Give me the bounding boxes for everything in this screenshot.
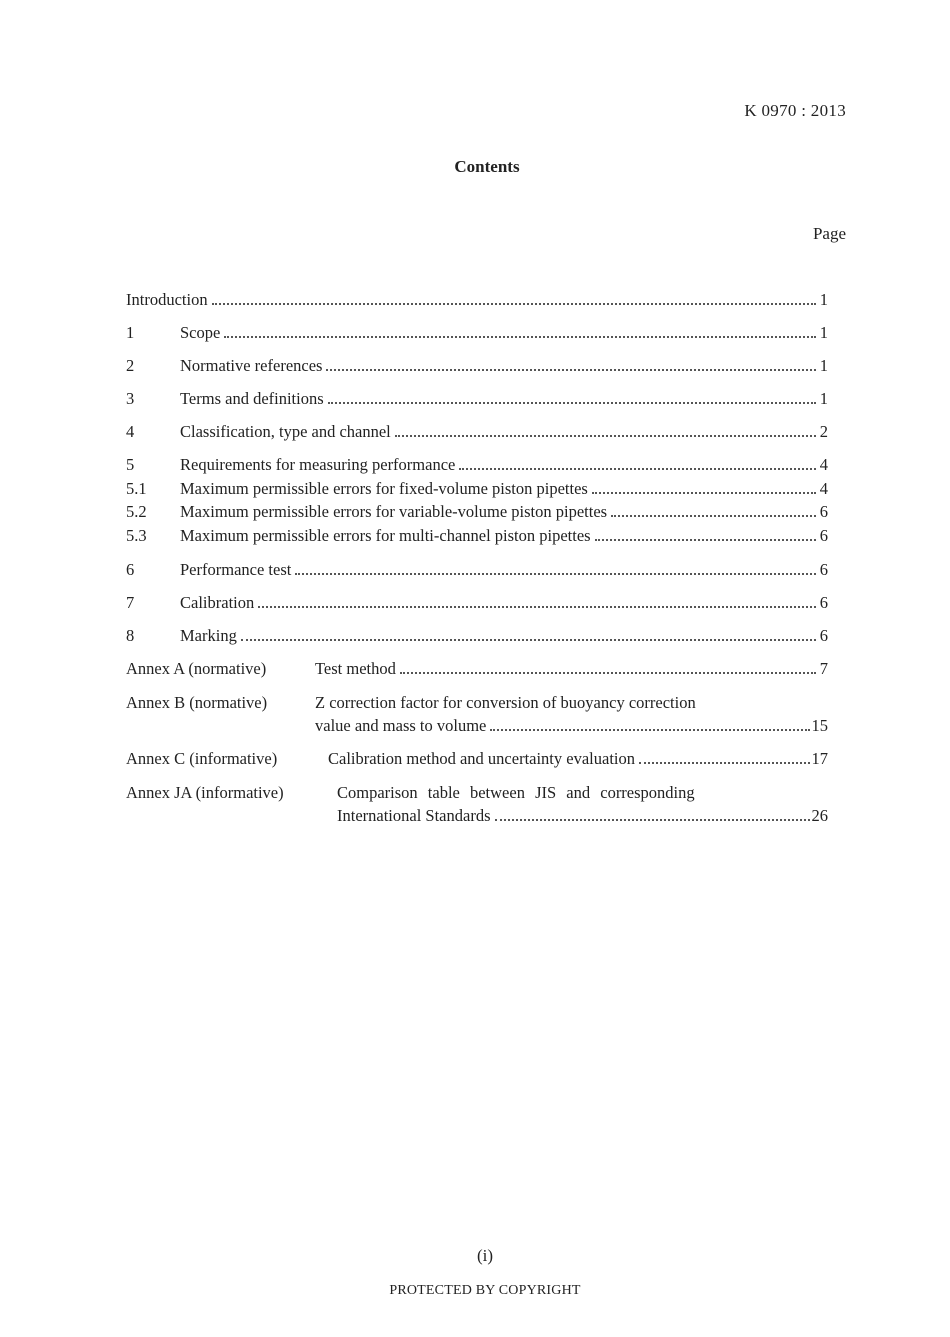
toc-entry-number: 5.2 bbox=[126, 502, 147, 521]
toc-entry-text: Marking bbox=[180, 626, 237, 645]
toc-entry-number: 5.1 bbox=[126, 479, 147, 498]
page-column-label: Page bbox=[812, 224, 846, 243]
toc-entry-text: Calibration bbox=[180, 593, 255, 612]
toc-entry-page: 1 bbox=[819, 389, 828, 408]
toc-entry-number: 6 bbox=[126, 560, 135, 579]
toc-entry-number: 5 bbox=[126, 455, 135, 474]
annex-label: Annex C (informative) bbox=[126, 749, 278, 768]
toc-entry-page: 1 bbox=[819, 323, 828, 342]
leader-dots bbox=[328, 387, 816, 404]
toc-entry-page: 17 bbox=[811, 749, 828, 768]
leader-dots bbox=[400, 657, 816, 674]
toc-entry-text: Comparison table between JIS and corresponding bbox=[337, 783, 695, 802]
leader-dots bbox=[258, 591, 816, 608]
toc-entry-page: 6 bbox=[819, 626, 828, 645]
toc-entry-text: Performance test bbox=[180, 560, 292, 579]
leader-dots bbox=[639, 747, 810, 764]
leader-dots bbox=[295, 558, 816, 575]
toc-entry-page: 6 bbox=[819, 502, 828, 521]
leader-dots bbox=[395, 420, 816, 437]
toc-entry-page: 15 bbox=[811, 716, 828, 735]
toc-entry-marking[interactable] bbox=[126, 624, 828, 648]
toc-entry-annex-b-continued[interactable] bbox=[126, 714, 828, 738]
toc-entry-page: 6 bbox=[819, 593, 828, 612]
annex-label: Annex JA (informative) bbox=[126, 783, 284, 802]
toc-entry-text: Z correction factor for conversion of buoyancy correction bbox=[315, 693, 696, 712]
document-id: K 0970 : 2013 bbox=[744, 101, 846, 120]
toc-entry-number: 5.3 bbox=[126, 526, 147, 545]
toc-entry-page: 2 bbox=[819, 422, 828, 441]
toc-entry-text: Normative references bbox=[180, 356, 323, 375]
toc-entry-introduction[interactable] bbox=[126, 288, 828, 312]
leader-dots bbox=[595, 524, 816, 541]
toc-entry-page: 7 bbox=[819, 659, 828, 678]
toc-entry-mpe-multi-channel[interactable] bbox=[126, 524, 828, 548]
toc-entry-number: 7 bbox=[126, 593, 135, 612]
toc-entry-annex-ja[interactable] bbox=[126, 781, 828, 805]
toc-entry-text: Maximum permissible errors for multi-channel piston pipettes bbox=[180, 526, 591, 545]
toc-entry-number: 8 bbox=[126, 626, 135, 645]
toc-entry-page: 26 bbox=[811, 806, 828, 825]
leader-dots bbox=[611, 500, 816, 517]
toc-entry-number: 4 bbox=[126, 422, 135, 441]
toc-entry-page: 4 bbox=[819, 455, 828, 474]
toc-entry-text: Requirements for measuring performance bbox=[180, 455, 456, 474]
toc-entry-normative-references[interactable] bbox=[126, 354, 828, 378]
toc-entry-requirements[interactable] bbox=[126, 453, 828, 477]
toc-entry-performance-test[interactable] bbox=[126, 558, 828, 582]
toc-entry-text: Calibration method and uncertainty evaluation bbox=[328, 749, 635, 768]
leader-dots bbox=[490, 714, 809, 731]
toc-entry-annex-a[interactable] bbox=[126, 657, 828, 681]
leader-dots bbox=[495, 804, 810, 821]
toc-entry-annex-c[interactable] bbox=[126, 747, 828, 771]
toc-entry-page: 6 bbox=[819, 560, 828, 579]
toc-entry-text: International Standards bbox=[337, 806, 491, 825]
toc-entry-text: Maximum permissible errors for fixed-volume piston pipettes bbox=[180, 479, 588, 498]
leader-dots bbox=[224, 321, 816, 338]
leader-dots bbox=[241, 624, 816, 641]
toc-entry-mpe-fixed-volume[interactable] bbox=[126, 477, 828, 501]
annex-label: Annex A (normative) bbox=[126, 659, 267, 678]
toc-entry-text: Scope bbox=[180, 323, 221, 342]
leader-dots bbox=[592, 477, 816, 494]
annex-label: Annex B (normative) bbox=[126, 693, 268, 712]
leader-dots bbox=[326, 354, 816, 371]
toc-entry-calibration[interactable] bbox=[126, 591, 828, 615]
leader-dots bbox=[212, 288, 816, 305]
toc-entry-number: 2 bbox=[126, 356, 135, 375]
toc-entry-number: 3 bbox=[126, 389, 135, 408]
toc-entry-text: Maximum permissible errors for variable-volume piston pipettes bbox=[180, 502, 608, 521]
toc-entry-scope[interactable] bbox=[126, 321, 828, 345]
toc-entry-annex-ja-continued[interactable] bbox=[126, 804, 828, 828]
leader-dots bbox=[459, 453, 816, 470]
toc-entry-page: 6 bbox=[819, 526, 828, 545]
toc-entry-annex-b[interactable] bbox=[126, 691, 828, 715]
toc-entry-text: Introduction bbox=[126, 290, 208, 309]
toc-entry-page: 1 bbox=[819, 356, 828, 375]
toc-entry-mpe-variable-volume[interactable] bbox=[126, 500, 828, 524]
toc-entry-terms-and-definitions[interactable] bbox=[126, 387, 828, 411]
toc-entry-text: Terms and definitions bbox=[180, 389, 324, 408]
copyright-notice: PROTECTED BY COPYRIGHT bbox=[389, 1283, 581, 1298]
toc-entry-number: 1 bbox=[126, 323, 135, 342]
page-number: (i) bbox=[476, 1246, 494, 1265]
toc-entry-classification[interactable] bbox=[126, 420, 828, 444]
toc-entry-text: Classification, type and channel bbox=[180, 422, 391, 441]
toc-entry-page: 4 bbox=[819, 479, 828, 498]
toc-entry-text: Test method bbox=[315, 659, 396, 678]
toc-entry-page: 1 bbox=[819, 290, 828, 309]
toc-entry-text: value and mass to volume bbox=[315, 716, 487, 735]
page-title: Contents bbox=[454, 157, 520, 176]
